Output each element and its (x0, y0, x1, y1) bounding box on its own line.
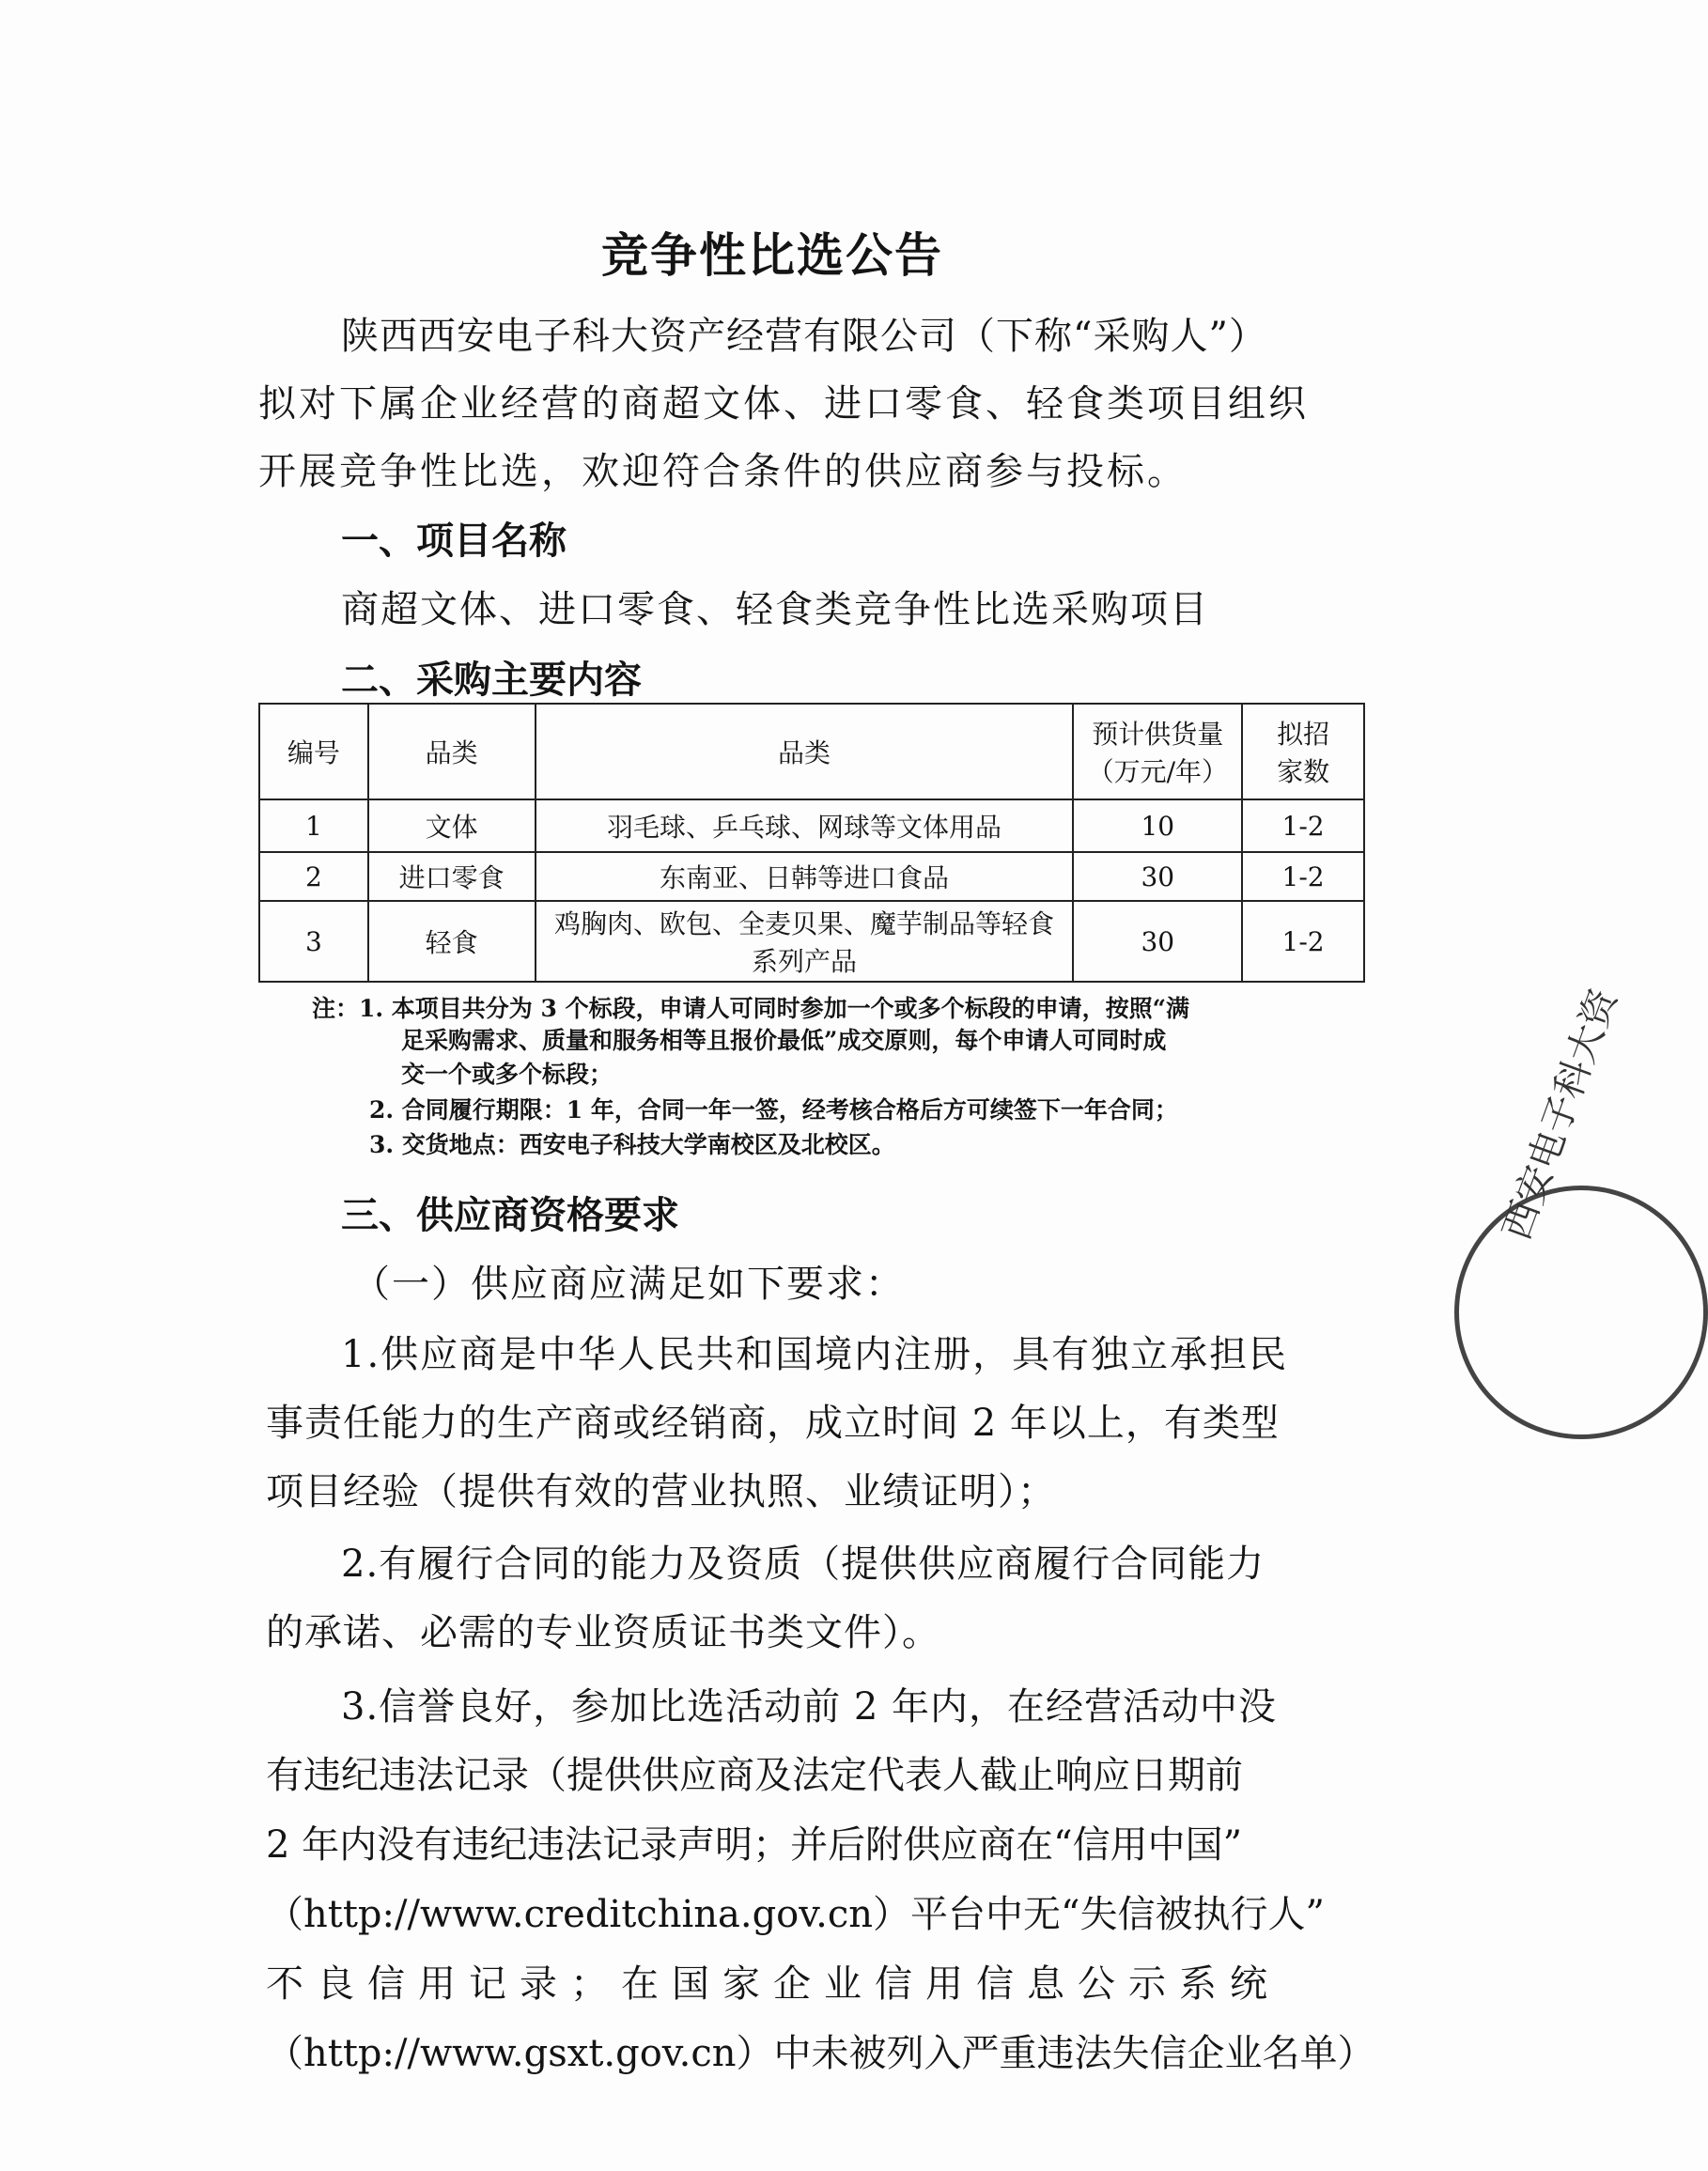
cell-items (536, 901, 1074, 982)
cell-items-line2: 系列产品 (751, 946, 857, 977)
requirement-line: 项目经验（提供有效的营业执照、业绩证明）； (266, 1470, 1056, 1513)
table-note-1: 注：1. 本项目共分为 3 个标段，申请人可同时参加一个或多个标段的申请，按照“满 (312, 995, 1189, 1022)
cell-number: 2 (259, 852, 368, 901)
cell-number: 3 (259, 901, 368, 982)
requirement-line: （http://www.gsxt.gov.cn）中未被列入严重违法失信企业名单） (266, 2032, 1375, 2075)
requirement-line: 不良信用记录；在国家企业信用信息公示系统 (266, 1962, 1281, 2006)
cell-count: 1-2 (1242, 799, 1364, 852)
header-supply (1073, 704, 1242, 799)
header-items: 品类 (536, 704, 1074, 799)
cell-supply: 30 (1073, 852, 1242, 901)
section3-heading: 三、供应商资格要求 (341, 1194, 679, 1237)
header-count-line1: 拟招 (1277, 719, 1330, 750)
official-seal (1454, 983, 1708, 1439)
table-row (259, 852, 1364, 901)
requirement-line: （http://www.creditchina.gov.cn）平台中无“失信被执行人” (266, 1893, 1325, 1936)
table-note-3: 交一个或多个标段； (401, 1061, 613, 1088)
header-number: 编号 (259, 704, 368, 799)
header-category: 品类 (368, 704, 536, 799)
header-supply-line1: 预计供货量 (1092, 719, 1224, 750)
intro-line-3: 开展竞争性比选，欢迎符合条件的供应商参与投标。 (258, 450, 1188, 493)
table-row (259, 799, 1364, 852)
intro-line-1: 陕西西安电子科大资产经营有限公司（下称“采购人”） (341, 315, 1267, 358)
seal-text: 西安电子科大资 (1495, 983, 1626, 1246)
header-supply-line2: （万元/年） (1087, 756, 1228, 787)
cell-category: 轻食 (368, 901, 536, 982)
requirement-line: 2 年内没有违纪违法记录声明；并后附供应商在“信用中国” (266, 1823, 1243, 1867)
cell-items: 羽毛球、乒乓球、网球等文体用品 (536, 799, 1074, 852)
table-row (259, 901, 1364, 982)
cell-supply: 30 (1073, 901, 1242, 982)
cell-items-line1: 鸡胸肉、欧包、全麦贝果、魔芋制品等轻食 (553, 908, 1054, 939)
cell-supply: 10 (1073, 799, 1242, 852)
requirement-line: 的承诺、必需的专业资质证书类文件）。 (266, 1611, 940, 1654)
table-note-2: 足采购需求、质量和服务相等且报价最低”成交原则，每个申请人可同时成 (401, 1027, 1167, 1054)
section1-text: 商超文体、进口零食、轻食类竞争性比选采购项目 (341, 588, 1209, 631)
requirement-line: 2.有履行合同的能力及资质（提供供应商履行合同能力 (341, 1543, 1265, 1586)
requirement-line: 事责任能力的生产商或经销商，成立时间 2 年以上，有类型 (266, 1402, 1280, 1445)
header-count (1242, 704, 1364, 799)
cell-items: 东南亚、日韩等进口食品 (536, 852, 1074, 901)
header-count-line2: 家数 (1277, 756, 1330, 787)
page-title: 竞争性比选公告 (601, 228, 943, 283)
cell-category: 进口零食 (368, 852, 536, 901)
cell-category: 文体 (368, 799, 536, 852)
intro-line-2: 拟对下属企业经营的商超文体、进口零食、轻食类项目组织 (258, 382, 1309, 426)
section3-subheading: （一）供应商应满足如下要求： (352, 1263, 905, 1306)
requirement-line: 1.供应商是中华人民共和国境内注册，具有独立承担民 (341, 1333, 1289, 1376)
cell-count: 1-2 (1242, 852, 1364, 901)
cell-number: 1 (259, 799, 368, 852)
table-header-row (259, 704, 1364, 799)
table-note-4: 2. 合同履行期限：1 年，合同一年一签，经考核合格后方可续签下一年合同； (369, 1096, 1178, 1124)
procurement-table (258, 703, 1365, 983)
table-note-5: 3. 交货地点：西安电子科技大学南校区及北校区。 (369, 1131, 895, 1158)
section1-heading: 一、项目名称 (341, 519, 567, 563)
cell-count: 1-2 (1242, 901, 1364, 982)
requirement-line: 3.信誉良好，参加比选活动前 2 年内，在经营活动中没 (341, 1685, 1278, 1729)
section2-heading: 二、采购主要内容 (341, 659, 642, 702)
requirement-line: 有违纪违法记录（提供供应商及法定代表人截止响应日期前 (266, 1754, 1243, 1797)
